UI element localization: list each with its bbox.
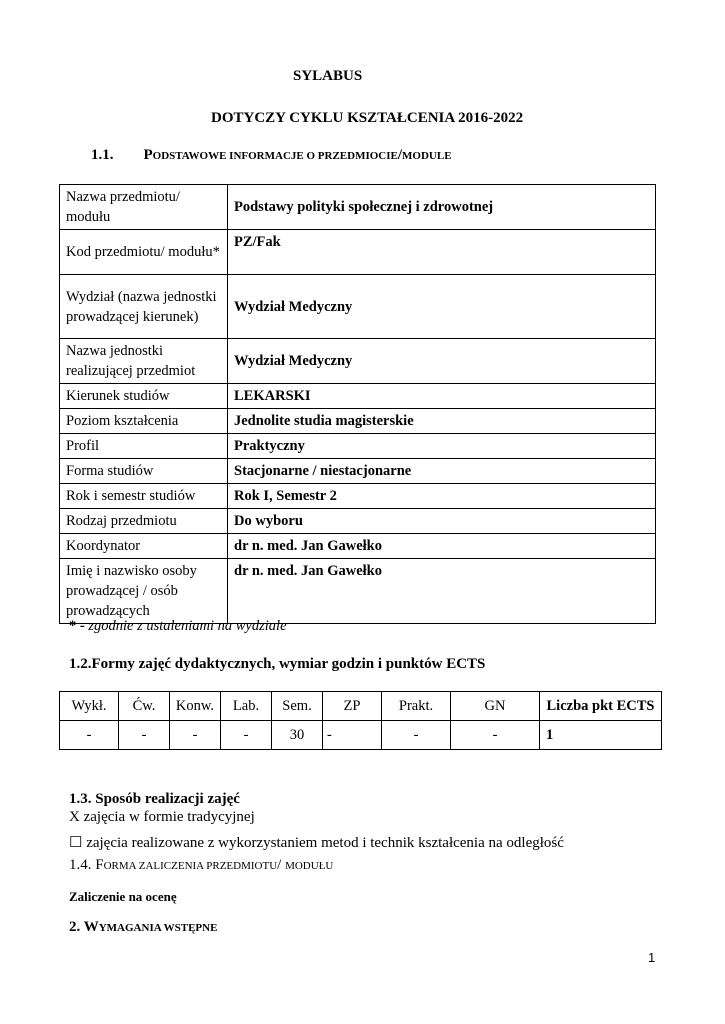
ects-value: - — [382, 721, 451, 750]
ects-value: - — [60, 721, 119, 750]
info-label: Imię i nazwisko osoby prowadzącej / osób prowadzących — [60, 559, 228, 624]
table-row — [60, 434, 656, 459]
info-label: Profil — [60, 434, 228, 459]
info-label: Poziom kształcenia — [60, 409, 228, 434]
table-row — [60, 384, 656, 409]
section-1-1-text: ODSTAWOWE INFORMACJE O PRZEDMIOCIE — [152, 150, 398, 162]
section-1-2-heading: 1.2.Formy zajęć dydaktycznych, wymiar godzin i punktów ECTS — [69, 656, 486, 672]
course-info-table — [59, 184, 656, 624]
info-label: Wydział (nazwa jednostki prowadzącej kierunek) — [60, 275, 228, 339]
table-row — [60, 275, 656, 339]
table-row — [60, 559, 656, 624]
section-2-prefix: 2. W — [69, 919, 99, 935]
cycle-heading: DOTYCZY CYKLU KSZTAŁCENIA 2016-2022 — [211, 110, 524, 126]
info-label: Forma studiów — [60, 459, 228, 484]
section-1-1-initial: P — [143, 147, 153, 163]
section-1-4-prefix: 1.4. F — [69, 857, 104, 873]
info-value: Praktyczny — [228, 434, 656, 459]
info-label: Kod przedmiotu/ modułu* — [60, 230, 228, 275]
ects-value: - — [221, 721, 272, 750]
footnote-text: zgodnie z ustaleniami na wydziale — [84, 618, 287, 634]
info-value: LEKARSKI — [228, 384, 656, 409]
info-label: Nazwa przedmiotu/ modułu — [60, 185, 228, 230]
table-row — [60, 534, 656, 559]
info-value: Wydział Medyczny — [228, 275, 656, 339]
info-label: Kierunek studiów — [60, 384, 228, 409]
table-row — [60, 409, 656, 434]
option-remote: ☐ zajęcia realizowane z wykorzystaniem metod i technik kształcenia na odległość — [69, 835, 564, 851]
info-label: Rok i semestr studiów — [60, 484, 228, 509]
section-2-heading — [69, 919, 217, 936]
section-1-3-heading: 1.3. Sposób realizacji zajęć — [69, 791, 240, 807]
table-row — [60, 230, 656, 275]
info-value: Do wyboru — [228, 509, 656, 534]
ects-header: Wykł. — [60, 692, 119, 721]
info-value: Podstawy polityki społecznej i zdrowotnej — [228, 185, 656, 230]
table-row — [60, 509, 656, 534]
document-title: SYLABUS — [293, 68, 363, 84]
section-1-4-slash: / — [277, 857, 286, 873]
table-row — [60, 185, 656, 230]
grading-form: Zaliczenie na ocenę — [69, 889, 177, 904]
ects-value: 30 — [272, 721, 323, 750]
table-row — [60, 721, 662, 750]
section-1-1-initial-2: M — [402, 150, 413, 162]
footnote-star: * - — [69, 618, 85, 634]
ects-header: Sem. — [272, 692, 323, 721]
ects-header: Liczba pkt ECTS — [540, 692, 662, 721]
info-value: Jednolite studia magisterskie — [228, 409, 656, 434]
section-1-1-text-2: ODULE — [412, 150, 452, 162]
info-label: Nazwa jednostki realizującej przedmiot — [60, 339, 228, 384]
table-row — [60, 692, 662, 721]
info-value: Wydział Medyczny — [228, 339, 656, 384]
section-2-text: YMAGANIA WSTĘPNE — [98, 922, 218, 934]
info-value: Rok I, Semestr 2 — [228, 484, 656, 509]
ects-header: Lab. — [221, 692, 272, 721]
info-value: Stacjonarne / niestacjonarne — [228, 459, 656, 484]
ects-header: GN — [451, 692, 540, 721]
info-value: dr n. med. Jan Gawełko — [228, 534, 656, 559]
ects-table — [59, 691, 662, 750]
footnote — [69, 618, 287, 635]
page-number: 1 — [648, 950, 656, 965]
info-label: Rodzaj przedmiotu — [60, 509, 228, 534]
table-row — [60, 339, 656, 384]
ects-value: - — [323, 721, 382, 750]
ects-value: - — [170, 721, 221, 750]
table-row — [60, 459, 656, 484]
info-value: dr n. med. Jan Gawełko — [228, 559, 656, 624]
section-1-1-number: 1.1. — [91, 147, 114, 163]
section-1-1-slash: / — [397, 147, 403, 163]
ects-header: Prakt. — [382, 692, 451, 721]
section-1-4-heading — [69, 857, 333, 874]
ects-header: Konw. — [170, 692, 221, 721]
table-row — [60, 484, 656, 509]
section-1-4-text: ORMA ZALICZENIA PRZEDMIOTU — [103, 860, 278, 872]
ects-value: 1 — [540, 721, 662, 750]
ects-header: Ćw. — [119, 692, 170, 721]
section-1-4-text-2: MODUŁU — [285, 860, 334, 872]
option-traditional: X zajęcia w formie tradycyjnej — [69, 809, 255, 825]
info-label: Koordynator — [60, 534, 228, 559]
ects-value: - — [119, 721, 170, 750]
ects-header: ZP — [323, 692, 382, 721]
section-1-1-heading — [91, 146, 452, 164]
info-value: PZ/Fak — [228, 230, 656, 275]
ects-value: - — [451, 721, 540, 750]
